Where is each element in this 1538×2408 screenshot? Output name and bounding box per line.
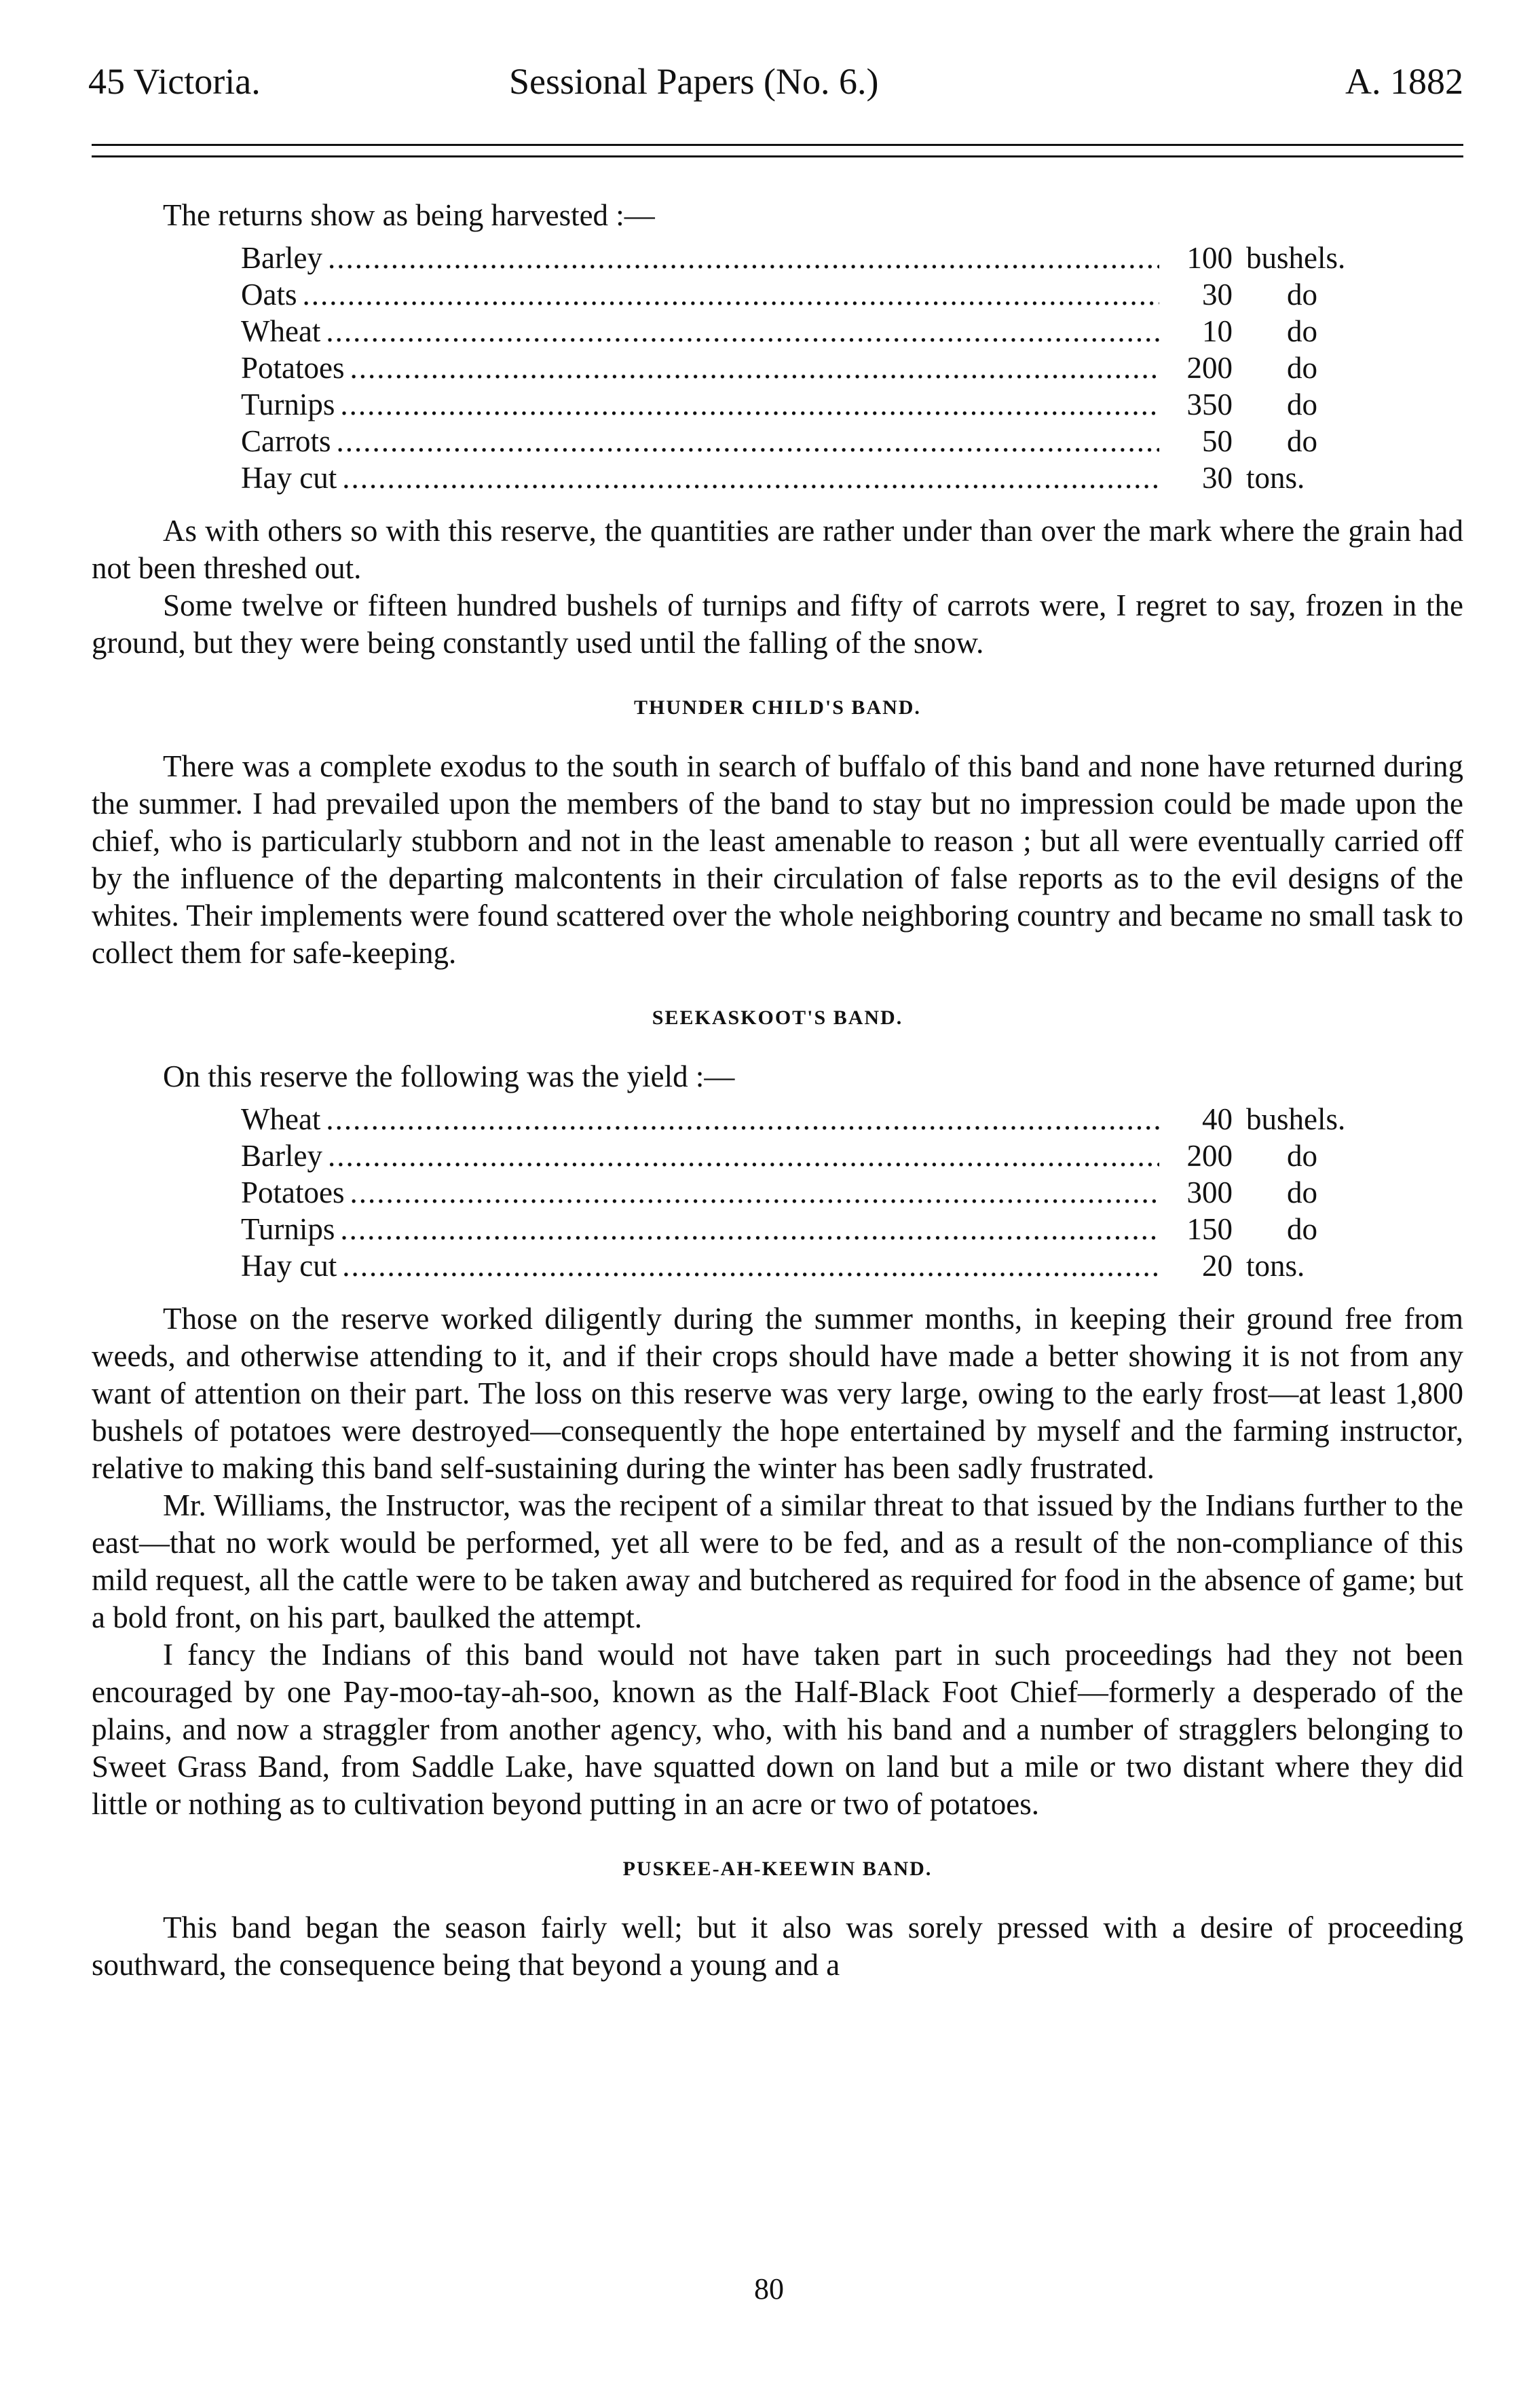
table-row (241, 423, 1375, 459)
page-body (92, 197, 1463, 1984)
crop-unit: do (1287, 1139, 1317, 1173)
paragraph-williams-threat: Mr. Williams, the Instructor, was the recipent of a similar threat to that issued by the Indians further to the east—that no work would be performed, yet all were to be fed, and as a result of the non-compliance of this mild request, all the cattle were to be taken away and butchered as required for food in the absence of game; but a bold front, on his part, baulked the attempt. (92, 1488, 1463, 1634)
crop-unit: do (1287, 388, 1317, 421)
section-heading-puskee-ah-keewin: PUSKEE-AH-KEEWIN BAND. (622, 1858, 933, 1880)
crop-name: Wheat (241, 1102, 321, 1136)
crop-quantity: 350 (1186, 388, 1233, 421)
crop-unit: do (1287, 1175, 1317, 1209)
crop-name: Oats (241, 278, 297, 312)
yield-intro: On this reserve the following was the yield :— (163, 1059, 735, 1093)
leader-dots (340, 386, 1159, 424)
leader-dots (342, 459, 1159, 497)
leader-dots (328, 240, 1159, 277)
paragraph-diligent-work: Those on the reserve worked diligently during the summer months, in keeping their ground free from weeds, and otherwise attending to it, and if their crops should have made a better showing it is not from any want of attention on their part. The loss on this reserve was very large, owing to the early frost—at least 1,800 bushels of potatoes were destroyed—consequently the hope entertained by myself and the farming instructor, relative to making this band self-sustaining during the winter has been sadly frustrated. (92, 1302, 1463, 1485)
crop-quantity: 150 (1186, 1212, 1233, 1246)
leader-dots (328, 1137, 1159, 1175)
crop-name: Carrots (241, 424, 331, 458)
table-row (241, 1174, 1375, 1211)
crop-unit: do (1287, 314, 1317, 348)
crop-unit: tons. (1246, 1249, 1305, 1283)
paragraph-puskee: This band began the season fairly well; but it also was sorely pressed with a desire of proceeding southward, the consequence being that beyond a young and a (92, 1911, 1463, 1982)
crop-name: Hay cut (241, 1249, 337, 1283)
header-year: A. 1882 (1345, 61, 1463, 102)
table-row (241, 350, 1375, 386)
harvest-table-first (92, 240, 1463, 496)
table-row (241, 1101, 1375, 1137)
crop-name: Potatoes (241, 351, 345, 385)
crop-name: Barley (241, 241, 322, 275)
table-row (241, 459, 1375, 496)
crop-name: Potatoes (241, 1175, 345, 1209)
paragraph-frozen-turnips: Some twelve or fifteen hundred bushels of turnips and fifty of carrots were, I regret to say, frozen in the ground, but they were being constantly used until the falling of the snow. (92, 588, 1463, 660)
crop-unit: bushels. (1246, 241, 1346, 275)
crop-name: Wheat (241, 314, 321, 348)
crop-unit: bushels. (1246, 1102, 1346, 1136)
leader-dots (336, 423, 1159, 460)
crop-quantity: 30 (1202, 461, 1233, 495)
crop-quantity: 50 (1202, 424, 1233, 458)
table-row (241, 386, 1375, 423)
paragraph-thunder-child: There was a complete exodus to the south in search of buffalo of this band and none have returned during the summer. I had prevailed upon the members of the band to stay but no impression could be made upon the chief, who is particularly stubborn and not in the least amenable to reason ; but all were eventually carried off by the influence of the departing malcontents in their circulation of false reports as to the evil designs of the whites. Their implements were found scattered over the whole neighboring country and became no small task to collect them for safe-keeping. (92, 749, 1463, 970)
crop-unit: do (1287, 351, 1317, 385)
header-series: Sessional Papers (No. 6.) (509, 61, 879, 102)
crop-name: Turnips (241, 1212, 335, 1246)
crop-unit: do (1287, 424, 1317, 458)
table-row (241, 276, 1375, 313)
section-heading-thunder-child: THUNDER CHILD'S BAND. (634, 696, 921, 719)
leader-dots (350, 350, 1160, 387)
crop-name: Hay cut (241, 461, 337, 495)
paragraph-quantities: As with others so with this reserve, the quantities are rather under than over the mark where the grain had not been threshed out. (92, 514, 1463, 585)
header-volume: 45 Victoria. (88, 61, 261, 102)
crop-quantity: 200 (1186, 351, 1233, 385)
paragraph-half-black-foot-chief: I fancy the Indians of this band would not have taken part in such proceedings had they not been encouraged by one Pay-moo-tay-ah-soo, known as the Half-Black Foot Chief—formerly a desperado of the plains, and now a straggler from another agency, who, with his band and a number of stragglers belonging to Sweet Grass Band, from Saddle Lake, have squatted down on land but a mile or two distant where they did little or nothing as to cultivation beyond putting in an acre or two of potatoes. (92, 1638, 1463, 1821)
leader-dots (326, 313, 1159, 350)
leader-dots (303, 276, 1160, 314)
crop-name: Barley (241, 1139, 322, 1173)
returns-intro: The returns show as being harvested :— (163, 198, 655, 232)
table-row (241, 313, 1375, 350)
header-double-rule (92, 144, 1463, 157)
running-header (88, 54, 1463, 109)
leader-dots (342, 1247, 1159, 1285)
table-row (241, 1247, 1375, 1284)
page-number: 80 (754, 2272, 784, 2306)
leader-dots (326, 1101, 1159, 1138)
crop-quantity: 20 (1202, 1249, 1233, 1283)
table-row (241, 1211, 1375, 1247)
crop-unit: tons. (1246, 461, 1305, 495)
crop-quantity: 300 (1186, 1175, 1233, 1209)
crop-quantity: 200 (1186, 1139, 1233, 1173)
crop-name: Turnips (241, 388, 335, 421)
harvest-table-second (92, 1101, 1463, 1284)
crop-quantity: 40 (1202, 1102, 1233, 1136)
leader-dots (350, 1174, 1160, 1211)
crop-quantity: 30 (1202, 278, 1233, 312)
crop-unit: do (1287, 278, 1317, 312)
leader-dots (340, 1211, 1159, 1248)
crop-unit: do (1287, 1212, 1317, 1246)
table-row (241, 240, 1375, 276)
section-heading-seekaskoot: SEEKASKOOT'S BAND. (652, 1007, 903, 1029)
crop-quantity: 100 (1186, 241, 1233, 275)
table-row (241, 1137, 1375, 1174)
crop-quantity: 10 (1202, 314, 1233, 348)
